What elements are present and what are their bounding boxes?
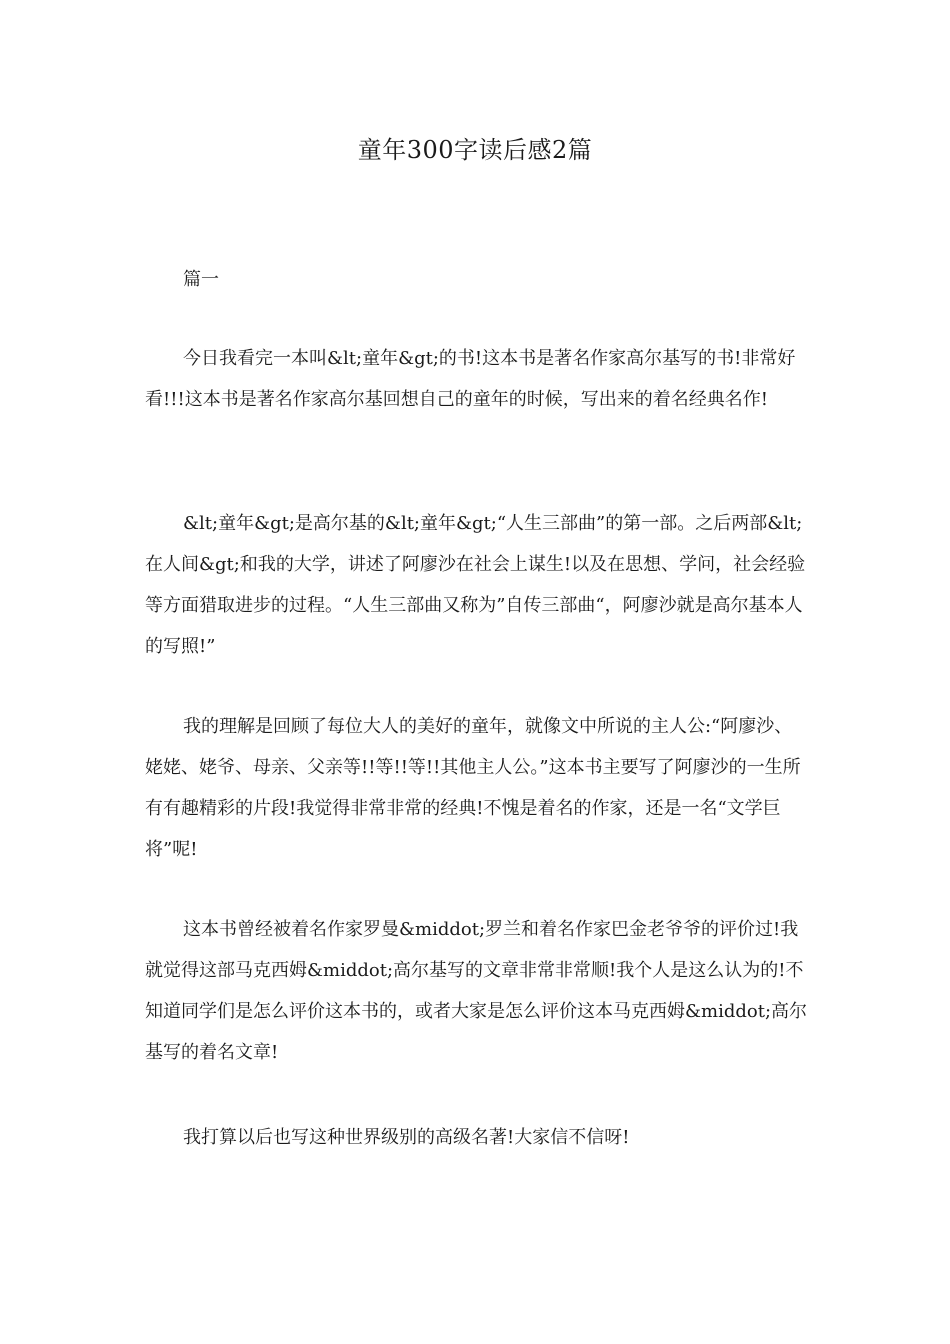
document-title: 童年300字读后感2篇: [357, 136, 593, 164]
section-heading: 篇一: [183, 269, 219, 290]
paragraph-1: 今日我看完一本叫&lt;童年&gt;的书!这本书是著名作家高尔基写的书!非常好看!!!这本书是著名作家高尔基回想自己的童年的时候，写出来的着名经典名作!: [145, 348, 796, 410]
paragraph-5: 我打算以后也写这种世界级别的高级名著!大家信不信呀!: [183, 1127, 630, 1148]
paragraph-3: 我的理解是回顾了每位大人的美好的童年，就像文中所说的主人公:“阿廖沙、姥姥、姥爷、母亲、父亲等!!等!!等!!其他主人公。”这本书主要写了阿廖沙的一生所有有趣精彩的片段!我觉得非常非常的经典!不愧是着名的作家，还是一名“文学巨将”呢!: [145, 716, 801, 860]
paragraph-4: 这本书曾经被着名作家罗曼&middot;罗兰和着名作家巴金老爷爷的评价过!我就觉得这部马克西姆&middot;高尔基写的文章非常非常顺!我个人是这么认为的!不知道同学们是怎么评价这本书的，或者大家是怎么评价这本马克西姆&middot;高尔基写的着名文章!: [145, 919, 808, 1063]
paragraph-2: &lt;童年&gt;是高尔基的&lt;童年&gt;“人生三部曲”的第一部。之后两部&lt;在人间&gt;和我的大学，讲述了阿廖沙在社会上谋生!以及在思想、学问，社会经验等方面猎取进步的过程。“人生三部曲又称为”自传三部曲“，阿廖沙就是高尔基本人的写照!”: [145, 513, 806, 657]
